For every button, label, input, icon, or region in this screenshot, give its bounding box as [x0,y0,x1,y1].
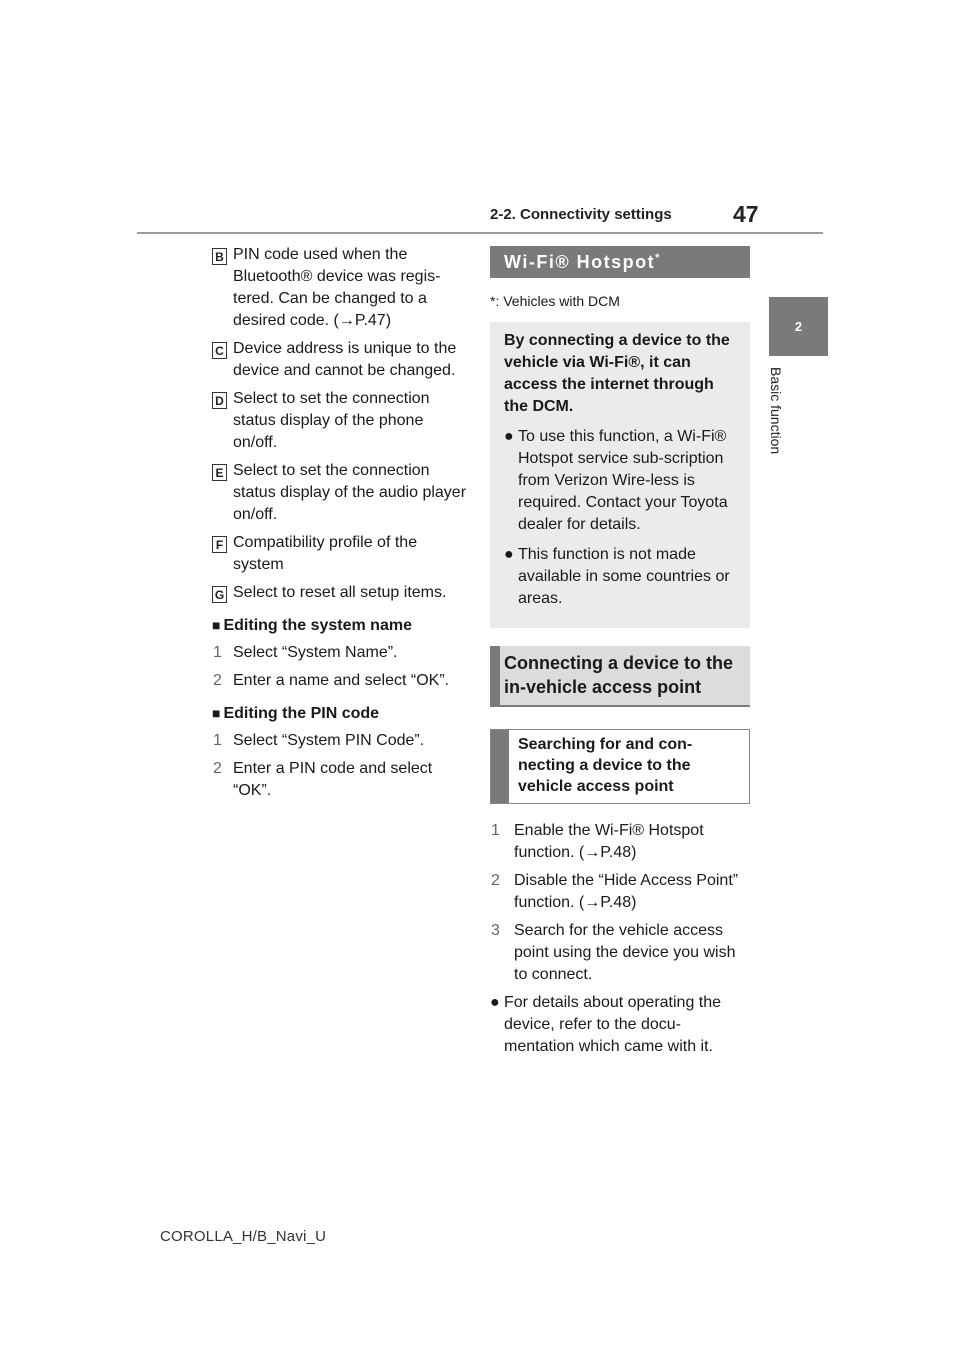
info-lead: By connecting a device to the vehicle via Wi-Fi®, it can access the internet through the DCM. [504,332,730,415]
bullet-dot-icon: ● [490,994,500,1011]
callout-item [212,388,470,454]
step-text: Select “System Name”. [233,644,398,661]
step-number: 1 [213,644,222,661]
section-asterisk: * [655,252,661,264]
callout-text: Device address is unique to the device and cannot be changed. [233,340,457,379]
step-item [490,870,750,914]
callout-text: PIN code used when the Bluetooth® device was regis-tered. Can be changed to a desired code. (→P.47) [233,246,441,329]
final-bullet [490,992,750,1058]
step-item [490,920,750,986]
step-number: 1 [213,732,222,749]
step-number: 2 [213,760,222,777]
callout-item [212,338,470,382]
step-item [212,642,470,664]
bullet-dot-icon: ● [504,428,514,445]
step-item [212,730,470,752]
callout-text: Compatibility profile of the system [233,534,418,573]
section-header: 2-2. Connectivity settings [490,206,672,223]
square-bullet-icon: ■ [212,617,221,633]
callout-badge: G [212,586,227,603]
step-text: Search for the vehicle access point using the device you wish to connect. [514,922,736,983]
callout-badge: C [212,342,227,359]
info-bullet [504,544,736,610]
callout-item [212,532,470,576]
callout-text: Select to reset all setup items. [233,584,447,601]
bullet-dot-icon: ● [504,546,514,563]
callout-item [212,244,470,332]
step-item [212,670,470,692]
callout-item [212,460,470,526]
right-column [490,246,750,1066]
callout-badge: F [212,536,227,553]
header-divider [137,232,823,234]
bullet-text: For details about operating the device, refer to the docu-mentation which came with it. [504,994,722,1055]
step-item [212,758,470,802]
callout-badge: D [212,392,227,409]
callout-text: Select to set the connection status display of the phone on/off. [233,390,430,451]
footer-model: COROLLA_H/B_Navi_U [160,1228,327,1245]
callout-item [212,582,470,604]
bullet-text: To use this function, a Wi-Fi® Hotspot service sub-scription from Verizon Wire-less is required. Contact your Toyota dealer for details. [518,428,728,533]
step-number: 2 [213,672,222,689]
procedure-steps [490,820,750,1058]
step-number: 3 [491,922,500,939]
square-bullet-icon: ■ [212,705,221,721]
callout-badge: E [212,464,227,481]
callout-badge: B [212,248,227,265]
chapter-tab-label: Basic function [768,367,784,455]
callout-text: Select to set the connection status display of the audio player on/off. [233,462,467,523]
page-number: 47 [733,201,759,227]
subheading-pin-code [212,702,470,725]
bullet-text: This function is not made available in some countries or areas. [518,546,730,607]
subheading-text: Editing the PIN code [223,705,380,722]
step-number: 1 [491,822,500,839]
chapter-tab: 2 [769,297,828,356]
step-text: Disable the “Hide Access Point” function. (→P.48) [514,872,739,911]
info-bullet [504,426,736,536]
step-item [490,820,750,864]
step-text: Enter a name and select “OK”. [233,672,450,689]
left-column [212,244,470,808]
subheading-system-name [212,614,470,637]
section-heading: Connecting a device to the in-vehicle access point [490,646,750,707]
section-title-bar [490,246,750,278]
subsection-heading: Searching for and con-necting a device to the vehicle access point [490,729,750,804]
step-text: Enter a PIN code and select “OK”. [233,760,433,799]
step-text: Enable the Wi-Fi® Hotspot function. (→P.48) [514,822,704,861]
chapter-tab-label-wrap [768,367,792,482]
step-text: Select “System PIN Code”. [233,732,425,749]
section-title: Wi-Fi® Hotspot [504,252,656,272]
info-box [490,322,750,628]
step-number: 2 [491,872,500,889]
footnote: *: Vehicles with DCM [490,293,620,309]
subheading-text: Editing the system name [223,617,412,634]
